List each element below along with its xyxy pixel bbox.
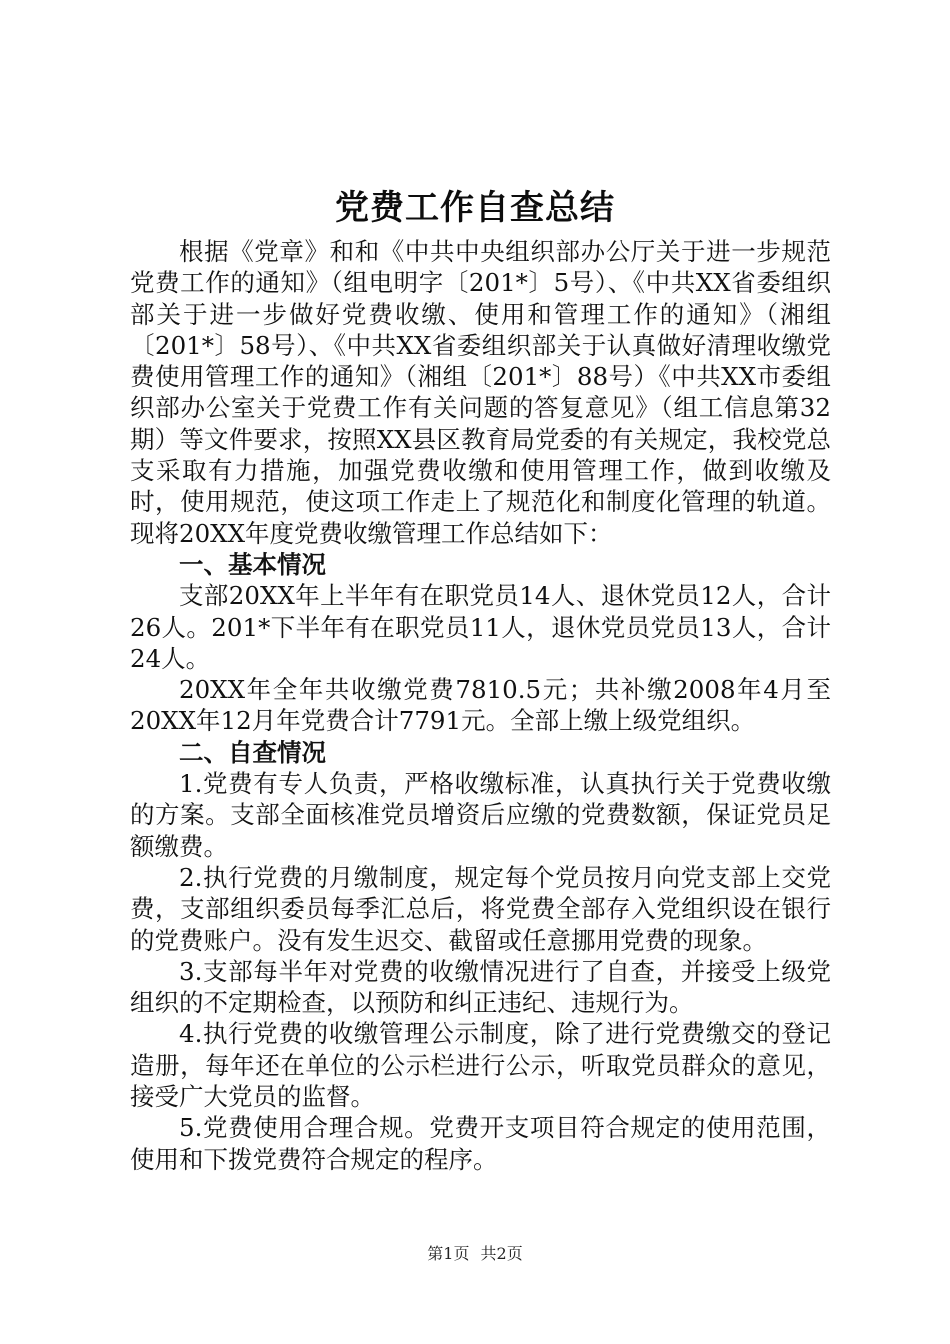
paragraph: 4.执行党费的收缴管理公示制度，除了进行党费缴交的登记造册，每年还在单位的公示栏进行公示，听取党员群众的意见，接受广大党员的监督。 bbox=[130, 1019, 831, 1112]
section-heading-self-inspection: 二、自查情况 bbox=[179, 737, 326, 767]
paragraph: 3.支部每半年对党费的收缴情况进行了自查，并接受上级党组织的不定期检查，以预防和纠正违纪、违规行为。 bbox=[130, 956, 831, 1018]
paragraph: 5.党费使用合理合规。党费开支项目符合规定的使用范围，使用和下拨党费符合规定的程序。 bbox=[130, 1113, 831, 1174]
document-title: 党费工作自查总结 bbox=[335, 188, 615, 228]
paragraph: 支部20XX年上半年有在职党员14人、退休党员12人，合计26人。201*下半年有在职党员11人，退休党员党员13人，合计24人。 bbox=[130, 581, 831, 673]
section-heading-basic-situation: 一、基本情况 bbox=[179, 549, 326, 579]
paragraph: 20XX年全年共收缴党费7810.5元；共补缴2008年4月至20XX年12月年党费合计7791元。全部上缴上级党组织。 bbox=[130, 675, 831, 736]
page-footer bbox=[0, 1242, 950, 1266]
paragraph: 2.执行党费的月缴制度，规定每个党员按月向党支部上交党费，支部组织委员每季汇总后，将党费全部存入党组织设在银行的党费账户。没有发生迟交、截留或任意挪用党费的现象。 bbox=[130, 862, 831, 955]
page-number: 第1页 bbox=[427, 1244, 470, 1263]
document-body bbox=[130, 236, 831, 1175]
paragraph: 1.党费有专人负责，严格收缴标准，认真执行关于党费收缴的方案。支部全面核准党员增资后应缴的党费数额，保证党员足额缴费。 bbox=[130, 769, 831, 861]
page-total: 共2页 bbox=[480, 1244, 523, 1263]
intro-paragraph: 根据《党章》和和《中共中央组织部办公厅关于进一步规范党费工作的通知》（组电明字〔201*〕5号）、《中共XX省委组织部关于进一步做好党费收缴、使用和管理工作的通知》（湘组〔201*〕58号）、《中共XX省委组织部关于认真做好清理收缴党费使用管理工作的通知》（湘组〔201*〕88号）《中共XX市委组织部办公室关于党费工作有关问题的答复意见》（组工信息第32期）等文件要求，按照XX县区教育局党委的有关规定，我校党总支采取有力措施，加强党费收缴和使用管理工作，做到收缴及时，使用规范，使这项工作走上了规范化和制度化管理的轨道。现将20XX年度党费收缴管理工作总结如下： bbox=[130, 237, 831, 548]
